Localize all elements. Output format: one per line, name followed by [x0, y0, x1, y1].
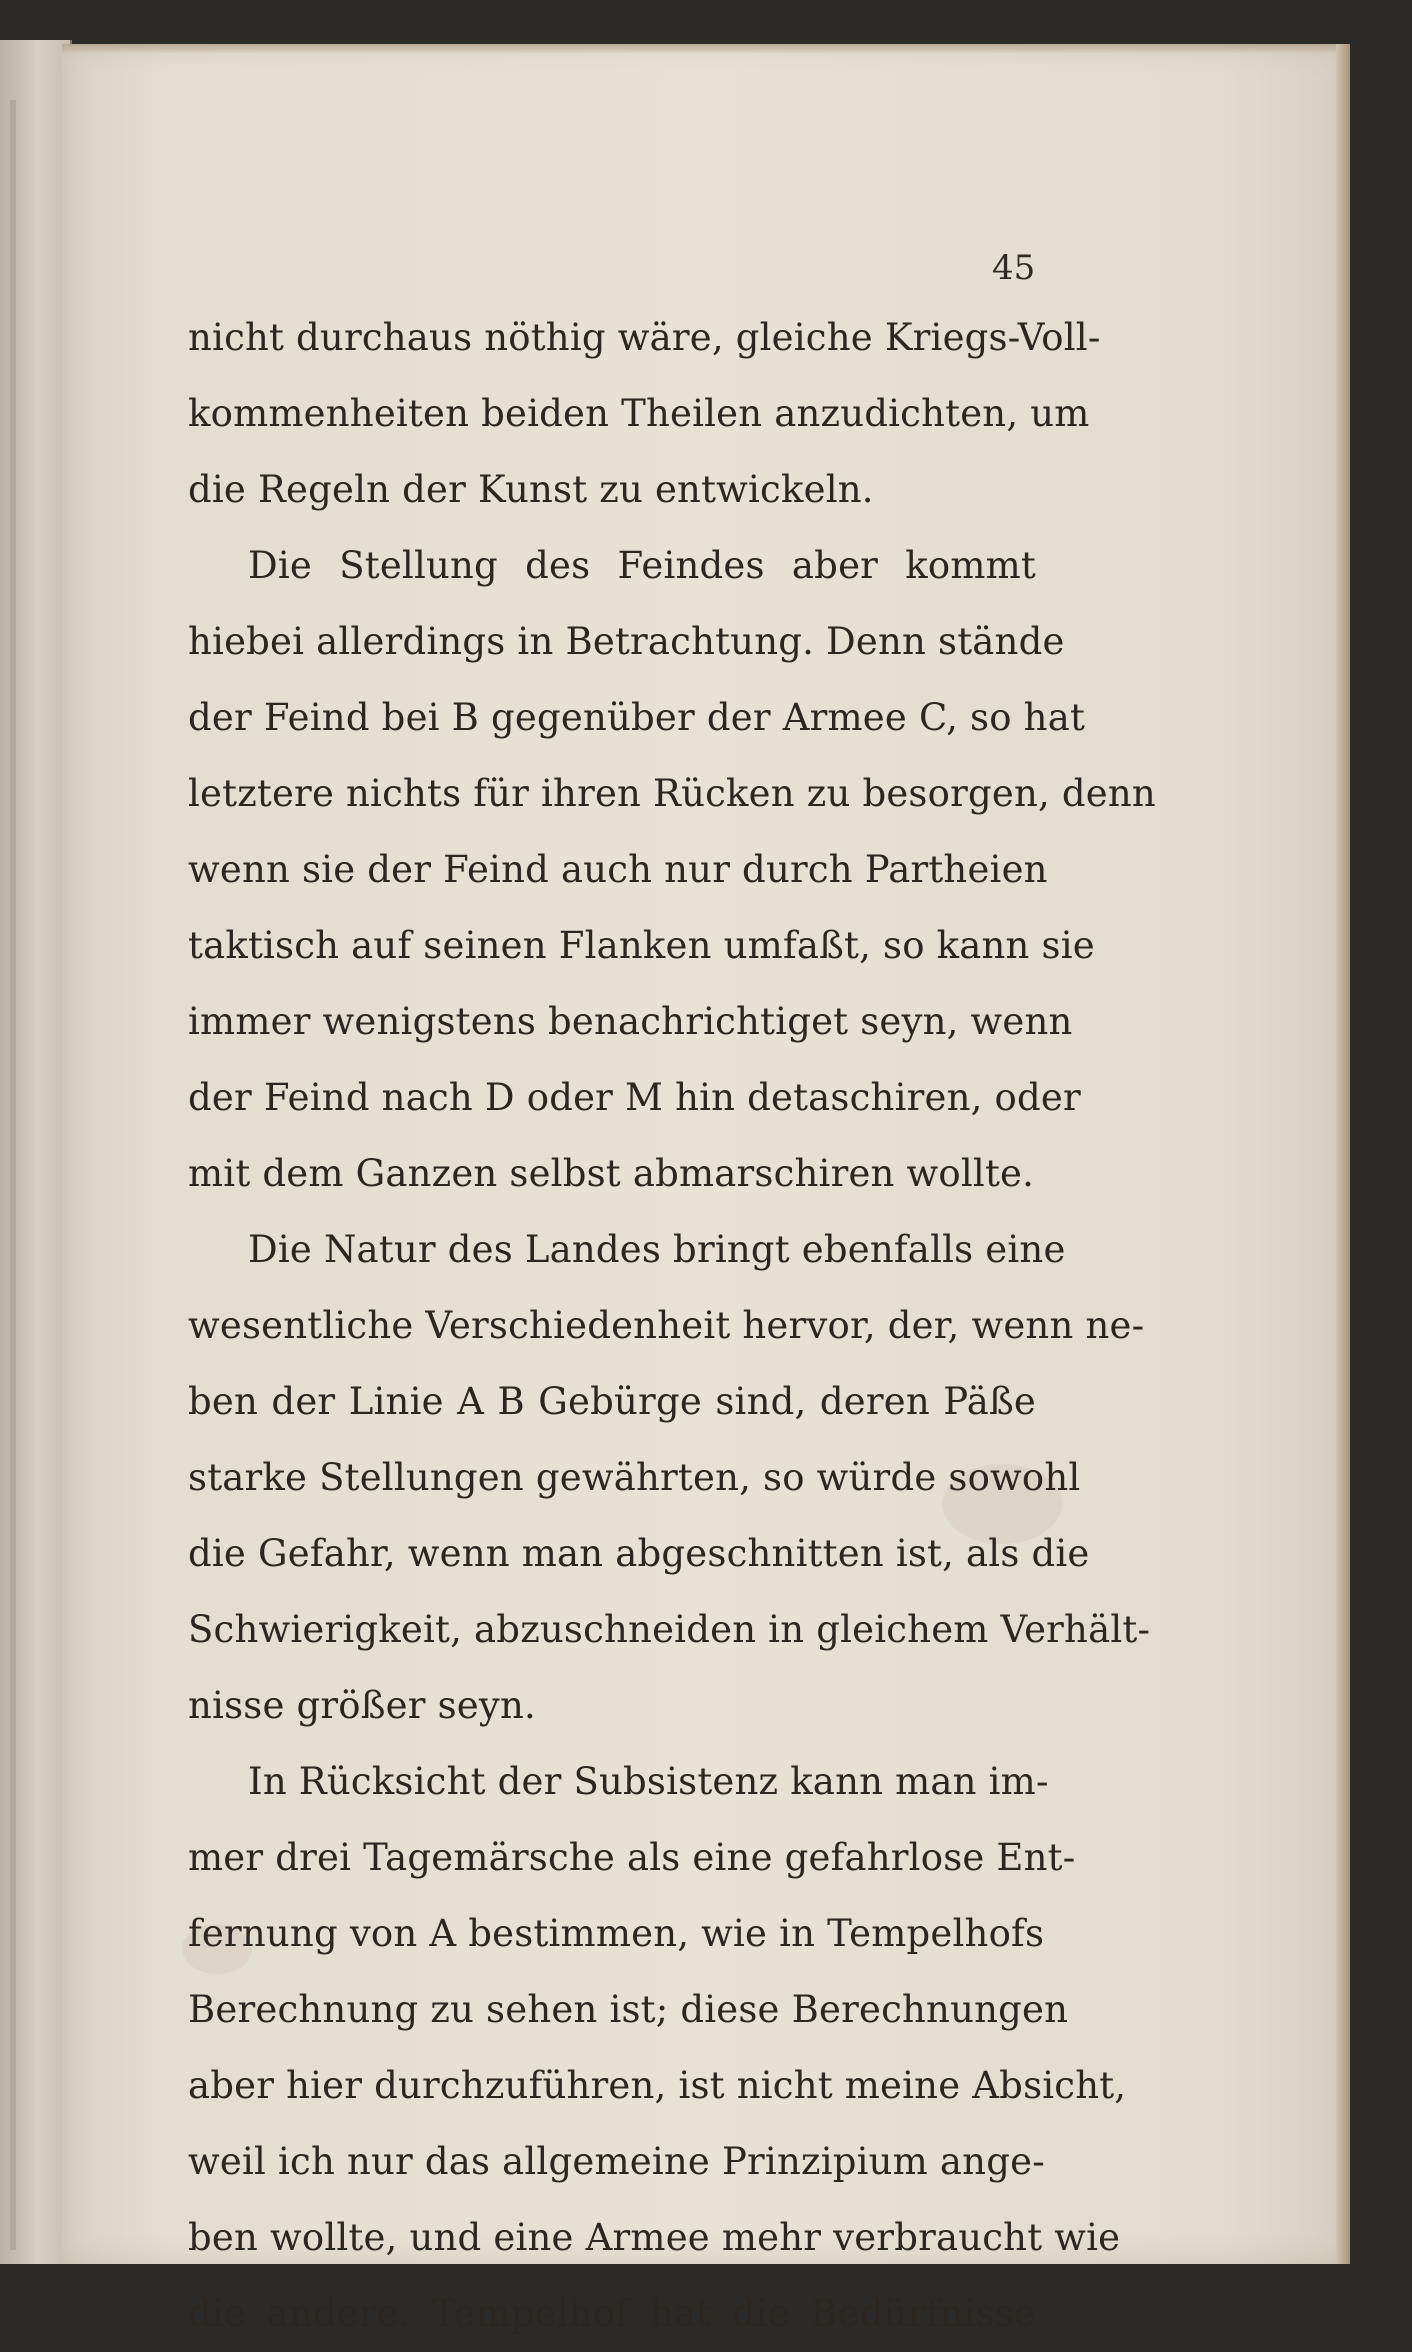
text-line: ben wollte, und eine Armee mehr verbraucht wie [188, 2216, 1121, 2259]
text-line: In Rücksicht der Subsistenz kann man im- [248, 1760, 1049, 1803]
text-line: taktisch auf seinen Flanken umfaßt, so kann sie [188, 924, 1095, 967]
text-line: die andere. Tempelhof hat die Bedürfnisse [188, 2292, 1036, 2335]
text-line: nisse größer seyn. [188, 1684, 536, 1727]
text-line: Die Stellung des Feindes aber kommt [248, 544, 1036, 587]
text-line: aber hier durchzuführen, ist nicht meine Absicht, [188, 2064, 1127, 2107]
text-line: nicht durchaus nöthig wäre, gleiche Kriegs-Voll- [188, 316, 1101, 359]
text-line: die Gefahr, wenn man abgeschnitten ist, als die [188, 1532, 1090, 1575]
text-line: Die Natur des Landes bringt ebenfalls eine [248, 1228, 1066, 1271]
page-number: 45 [992, 248, 1036, 288]
text-line: immer wenigstens benachrichtiget seyn, wenn [188, 1000, 1073, 1043]
text-line: wenn sie der Feind auch nur durch Partheien [188, 848, 1048, 891]
text-line: weil ich nur das allgemeine Prinzipium ange- [188, 2140, 1045, 2183]
text-line: fernung von A bestimmen, wie in Tempelhofs [188, 1912, 1045, 1955]
text-line: Berechnung zu sehen ist; diese Berechnungen [188, 1988, 1069, 2031]
text-line: starke Stellungen gewährten, so würde sowohl [188, 1456, 1081, 1499]
text-line: letztere nichts für ihren Rücken zu besorgen, denn [188, 772, 1156, 815]
body-text [188, 300, 1156, 2352]
text-line: mer drei Tagemärsche als eine gefahrlose Ent- [188, 1836, 1076, 1879]
text-line: Schwierigkeit, abzuschneiden in gleichem Verhält- [188, 1608, 1151, 1651]
text-line: mit dem Ganzen selbst abmarschiren wollte. [188, 1152, 1035, 1195]
text-line: kommenheiten beiden Theilen anzudichten, um [188, 392, 1090, 435]
text-line: die Regeln der Kunst zu entwickeln. [188, 468, 874, 511]
text-line: ben der Linie A B Gebürge sind, deren Päße [188, 1380, 1036, 1423]
text-line: wesentliche Verschiedenheit hervor, der, wenn ne- [188, 1304, 1145, 1347]
left-page-edge [10, 100, 16, 2250]
text-line: der Feind nach D oder M hin detaschiren, oder [188, 1076, 1081, 1119]
text-line: hiebei allerdings in Betrachtung. Denn stände [188, 620, 1065, 663]
page-right-edge [1336, 44, 1350, 2264]
page-top-edge [62, 44, 1350, 54]
text-line: der Feind bei B gegenüber der Armee C, so hat [188, 696, 1086, 739]
